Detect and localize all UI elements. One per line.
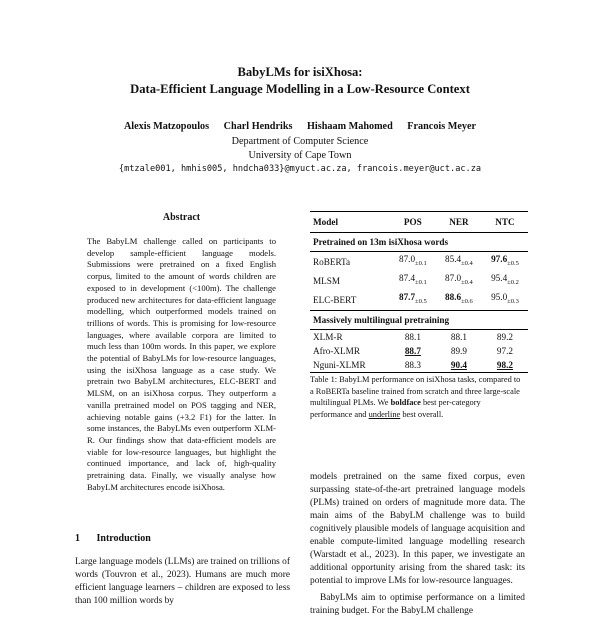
title-line-2: Data-Efficient Language Modelling in a Low-Resource Context	[130, 82, 470, 96]
column-header: NER	[436, 212, 482, 233]
caption-boldface: boldface	[390, 398, 421, 407]
ner-score: 89.9	[450, 345, 467, 356]
ntc-score: $97.6_{\pm 0.5}$	[482, 252, 528, 272]
paragraph: models pretrained on the same fixed corpus, even surpassing state-of-the-art pretrained language models (PLMs) trained on orders of magnitude more data. The main aims of the BabyLM challenge was to build cognitively plausible models of language acquisition and enable compute-limited language modelling research (Warstadt et al., 2023). In this paper, we investigate an additional opportunity arising from the shared task: its potential to improve LMs for low-resource languages.	[310, 472, 525, 586]
model-name: MLSM	[313, 275, 341, 286]
author-list	[0, 121, 600, 132]
results-table	[310, 211, 528, 373]
column-header: POS	[390, 212, 436, 233]
ntc-score: $95.0_{\pm 0.3}$	[491, 292, 519, 306]
pos-score: 88.3	[390, 358, 436, 373]
model-name: ELC-BERT	[313, 294, 357, 305]
ntc-score: 89.2	[482, 329, 528, 344]
paper-title	[0, 64, 600, 98]
ner-score: $87.0_{\pm 0.4}$	[445, 273, 473, 287]
table-row	[310, 252, 528, 272]
author-name: Francois Meyer	[407, 121, 477, 132]
abstract-heading: Abstract	[162, 212, 201, 223]
introduction-text: Large language models (LLMs) are trained on trillions of words (Touvron et al., 2023). Humans are much more efficient language learners – children are exposed to less than 100 million words by	[75, 557, 290, 606]
table-group-row	[310, 310, 528, 329]
table-row	[310, 329, 528, 344]
ner-score: 88.1	[436, 329, 482, 344]
group-label: Pretrained on 13m isiXhosa words	[310, 233, 528, 252]
ntc-score: $95.4_{\pm 0.2}$	[491, 273, 519, 287]
table-row	[310, 290, 528, 310]
model-name: RoBERTa	[310, 252, 390, 272]
right-column-text	[310, 471, 525, 622]
section-heading	[75, 533, 151, 544]
model-name: Nguni-XLMR	[310, 358, 390, 373]
column-header: NTC	[482, 212, 528, 233]
caption-underline: underline	[368, 409, 401, 419]
table-caption: Table 1: BabyLM performance on isiXhosa tasks, compared to a RoBERTa baseline trained from scratch and three large-scale multilingual PLMs. We boldface best per-category performance and underline best overall.	[310, 375, 521, 419]
author-emails: {mtzale001, hmhis005, hndcha033}@myuct.ac.za, francois.meyer@uct.ac.za	[118, 164, 482, 174]
table-row	[310, 358, 528, 373]
table-header-row	[310, 212, 528, 233]
pos-score: 88.7	[404, 345, 421, 356]
ner-score: 90.4	[436, 358, 482, 373]
title-line-1: BabyLMs for isiXhosa:	[237, 65, 363, 79]
table-group-row	[310, 233, 528, 252]
university: University of Cape Town	[248, 150, 352, 161]
department: Department of Computer Science	[231, 136, 369, 147]
ner-score: $88.6_{\pm 0.6}$	[445, 292, 473, 306]
ner-score: $85.4_{\pm 0.4}$	[436, 252, 482, 272]
pos-score: $87.7_{\pm 0.5}$	[398, 292, 427, 306]
table-row	[310, 271, 528, 290]
model-name: Afro-XLMR	[313, 345, 360, 356]
ntc-score: 98.2	[482, 358, 528, 373]
author-name: Alexis Matzopoulos	[123, 121, 210, 132]
section-number: 1	[75, 533, 80, 544]
model-name: XLM-R	[310, 329, 390, 344]
pos-score: $87.4_{\pm 0.1}$	[398, 273, 427, 287]
column-header: Model	[310, 212, 390, 233]
pos-score: $87.0_{\pm 0.1}$	[390, 252, 436, 272]
table-row	[310, 344, 528, 358]
abstract-text: The BabyLM challenge called on participants to develop sample-efficient language models. Submissions were pretrained on a fixed English corpus, limited to the amount of words children are exposed to in development (<100m). The challenge produced new architectures for data-efficient language modelling, which outperformed models trained on trillions of words. This is promising for low-resource languages, where available corpora are limited to much less than 100m words. In this paper, we explore the potential of BabyLMs for low-resource languages, using the isiXhosa language as a case study. We pretrain two BabyLM architectures, ELC-BERT and MLSM, on an isiXhosa corpus. They outperform a vanilla pretrained model on POS tagging and NER, achieving notable gains (+3.2 F1) for the latter. In some instances, the BabyLMs even outperform XLM-R. Our findings show that data-efficient models are viable for low-resource languages, but highlight the continued importance, and lack of, high-quality pretraining data. Finally, we visually analyse how BabyLM architectures encode isiXhosa.	[87, 236, 276, 492]
ntc-score: 97.2	[496, 345, 513, 356]
paragraph: BabyLMs aim to optimise performance on a limited training budget. For the BabyLM challenge	[310, 593, 525, 616]
pos-score: 88.1	[390, 329, 436, 344]
author-name: Hishaam Mahomed	[307, 121, 393, 132]
section-title: Introduction	[96, 533, 151, 544]
author-name: Charl Hendriks	[223, 121, 293, 132]
group-label: Massively multilingual pretraining	[310, 310, 528, 329]
